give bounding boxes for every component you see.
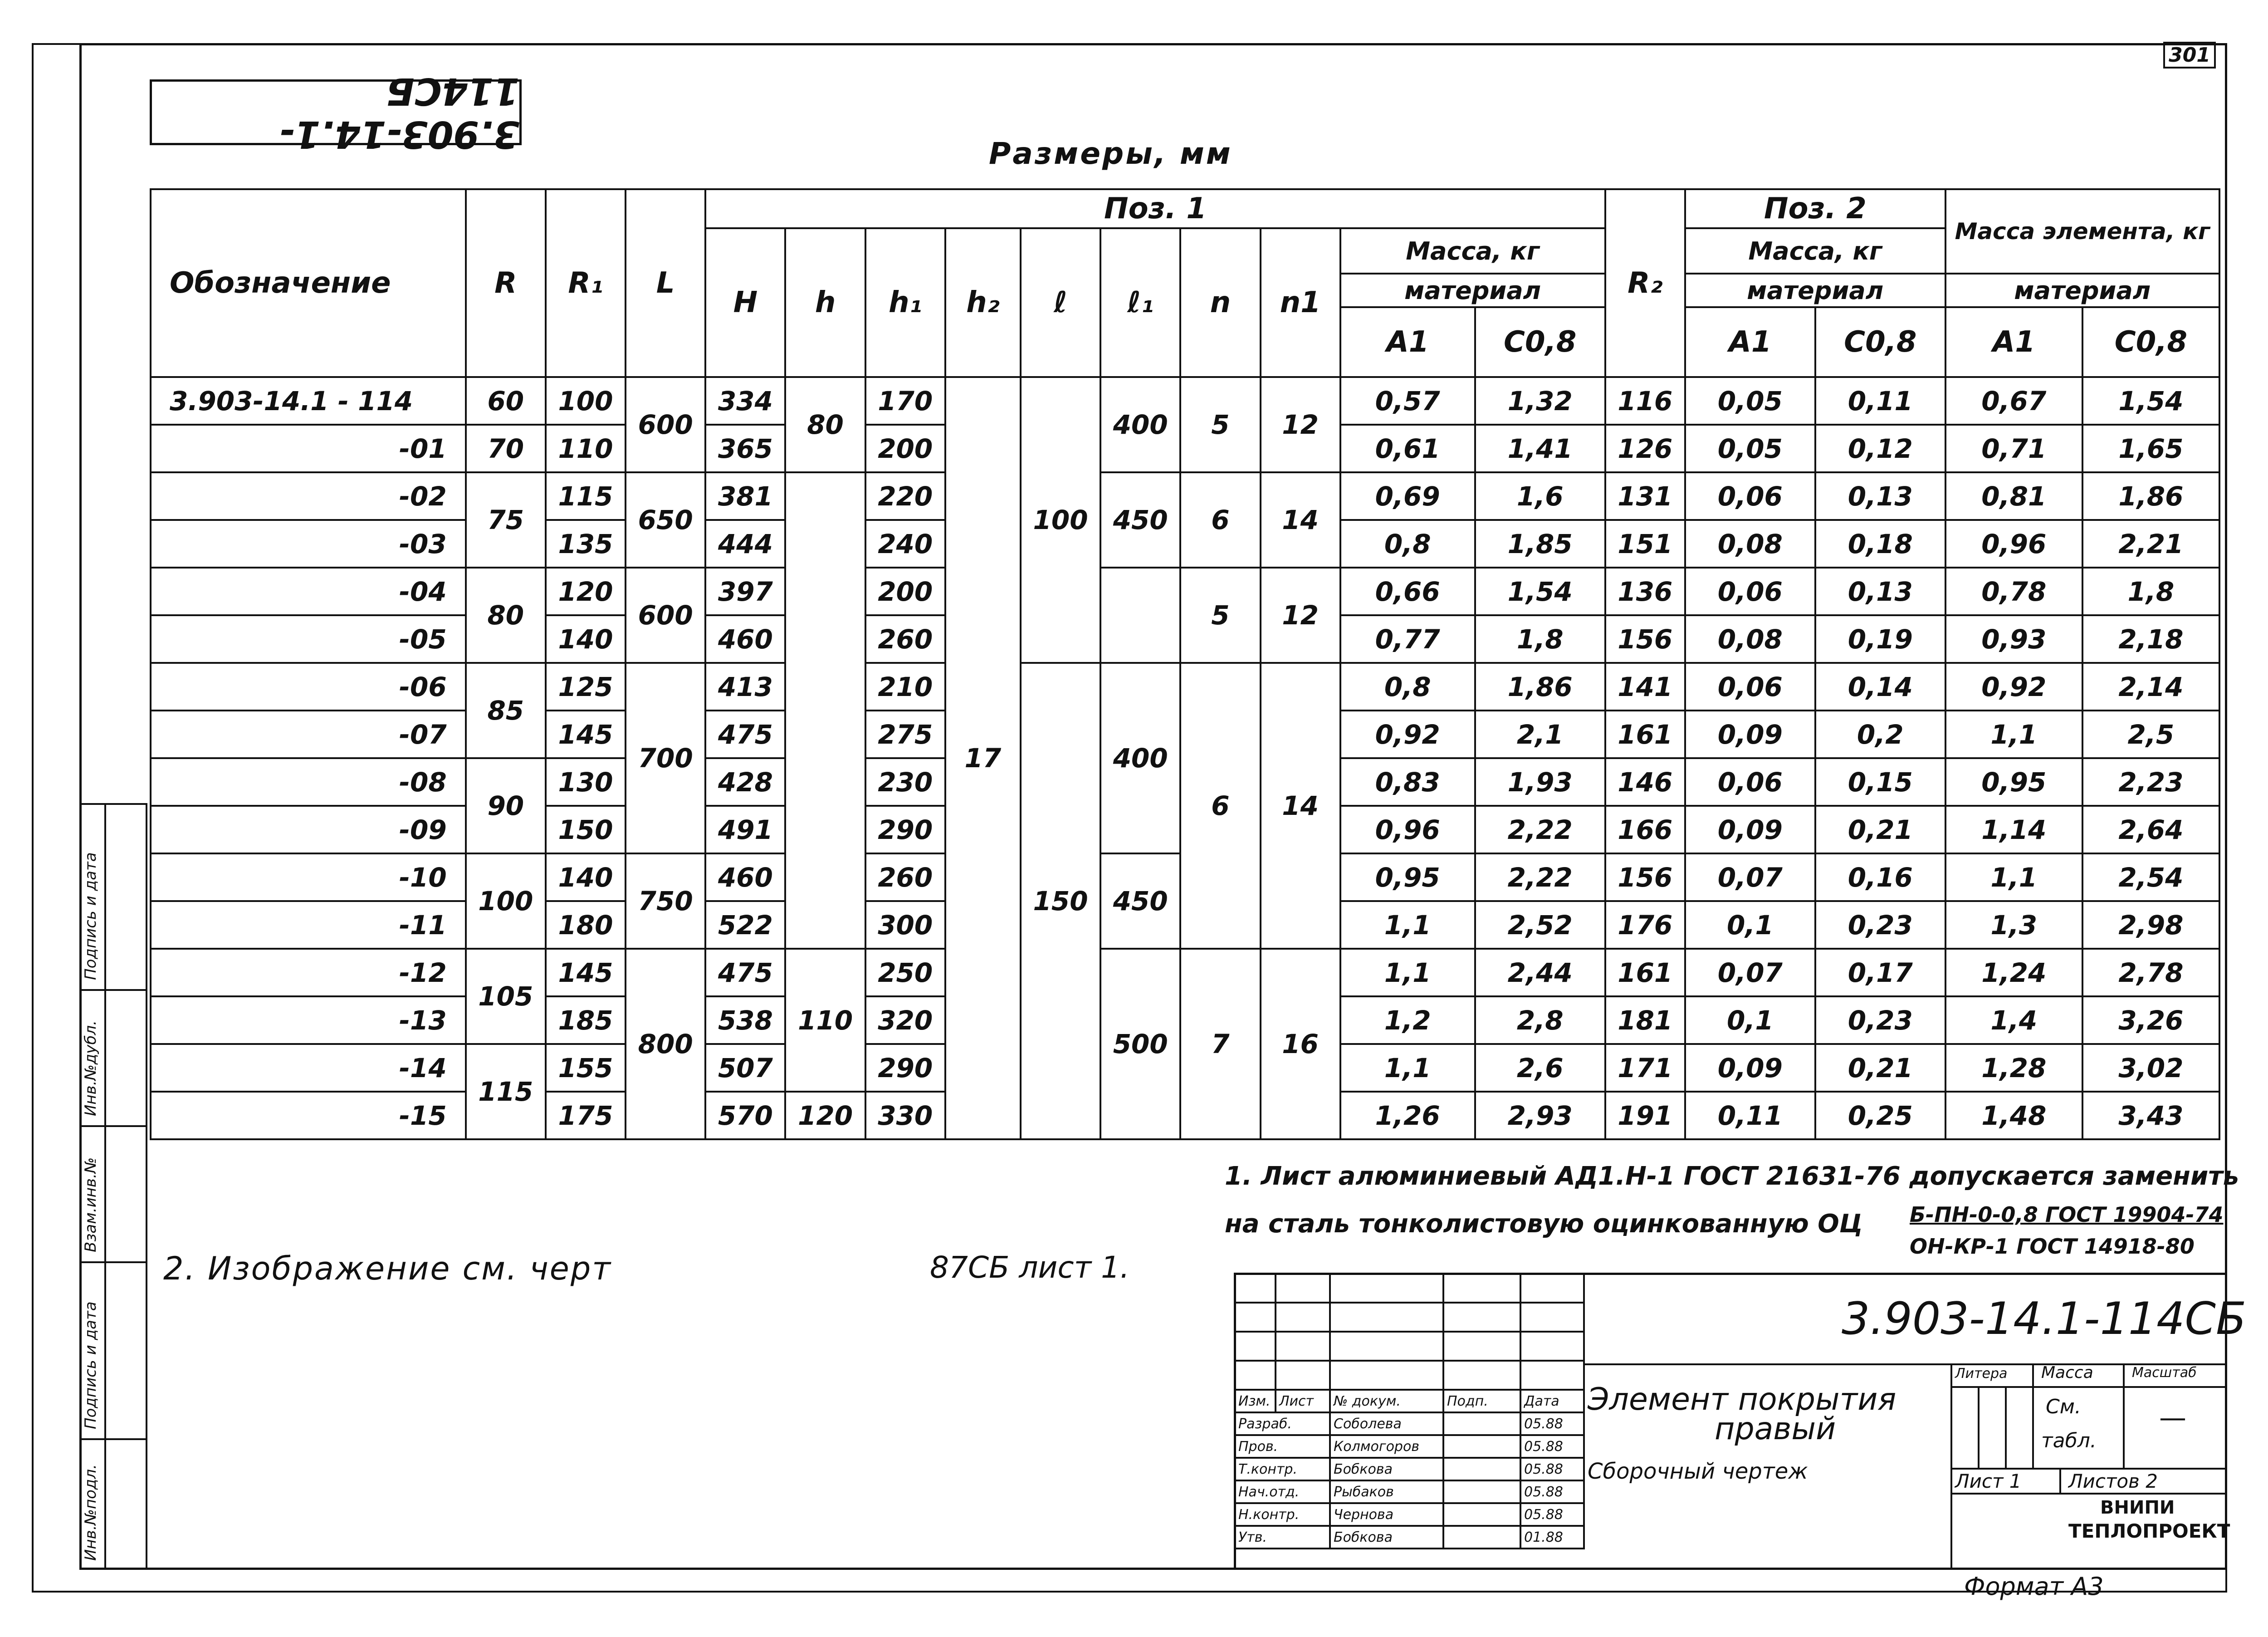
side-label-inv-podl: Инв.№подл. xyxy=(82,1464,100,1561)
org-line-1: ВНИПИ xyxy=(2100,1497,2175,1518)
table-row: -12 105 145 800 475 110 250 500 7 16 1,1 2,44 161 0,07 0,17 1,24 2,78 xyxy=(151,949,2219,996)
col-l: ℓ xyxy=(1021,228,1100,377)
table-row: -08 90 130 428 230 0,83 1,93 146 0,06 0,15 0,95 2,23 xyxy=(151,758,2219,806)
table-row: -13 185 538 320 1,2 2,8 181 0,1 0,23 1,4 3,26 xyxy=(151,996,2219,1044)
col-C08: С0,8 xyxy=(1475,307,1605,377)
format-label: Формат А3 xyxy=(1964,1572,2104,1601)
note-1-fraction-top: Б-ПН-0-0,8 ГОСТ 19904-74 xyxy=(1910,1202,2224,1227)
table-row: -14 115 155 507 290 1,1 2,6 171 0,09 0,21 1,28 3,02 xyxy=(151,1044,2219,1092)
scale-label: Масштаб xyxy=(2132,1365,2197,1381)
col-n: n xyxy=(1180,228,1260,377)
role-row: Пров. Колмогоров 05.88 xyxy=(1235,1435,1584,1458)
col-h1: h₁ xyxy=(865,228,945,377)
side-label-inv-dubl: Инв.№дубл. xyxy=(82,1020,100,1116)
sizes-table xyxy=(150,188,2220,1140)
table-row: -09 150 491 290 0,96 2,22 166 0,09 0,21 1,14 2,64 xyxy=(151,806,2219,853)
col-mass2-kg: Масса, кг xyxy=(1685,228,1945,274)
col-material: материал xyxy=(1340,274,1605,307)
org-line-2: ТЕПЛОПРОЕКТ xyxy=(2068,1520,2230,1542)
title-block-signatures: Изм. Лист № докум. Подп. Дата Разраб. Соболева 05.88 Пров. Колмогоров 05.88 Т.контр. Бобкова 05.88 Нач.отд. Рыбаков 05.88 Н.контр. Чернова 05.88 Утв. Бобкова 01.88 xyxy=(1234,1273,1585,1549)
side-label-sign-date-2: Подпись и дата xyxy=(82,852,100,980)
col-mass-kg: Масса, кг xyxy=(1340,228,1605,274)
flipped-code-box xyxy=(150,69,522,156)
col-designation: Обозначение xyxy=(151,189,466,377)
col-H: H xyxy=(705,228,785,377)
title-line-1: Элемент покрытия xyxy=(1588,1382,1897,1417)
col-C08c: С0,8 xyxy=(2082,307,2219,377)
col-element-mass: Масса элемента, кг xyxy=(1945,189,2219,274)
title-line-2: правый xyxy=(1715,1411,1836,1447)
note-1-line-2: на сталь тонколистовую оцинкованную ОЦ xyxy=(1225,1209,1863,1239)
sizes-header: Размеры, мм xyxy=(989,136,1232,171)
table-row: -04 80 120 600 397 200 5 12 0,66 1,54 136 0,06 0,13 0,78 1,8 xyxy=(151,568,2219,615)
table-row: -06 85 125 700 413 210 150 400 6 14 0,8 1,86 141 0,06 0,14 0,92 2,14 xyxy=(151,663,2219,711)
page-number: 301 xyxy=(2163,42,2216,69)
sheet-number: Лист 1 xyxy=(1955,1470,2022,1492)
col-poz2: Поз. 2 xyxy=(1685,189,1945,228)
col-material3: материал xyxy=(1945,274,2219,307)
table-row: -07 145 475 275 0,92 2,1 161 0,09 0,2 1,1 2,5 xyxy=(151,711,2219,758)
note-1-line-1: 1. Лист алюминиевый АД1.Н-1 ГОСТ 21631-76 допускается заменить xyxy=(1225,1162,2239,1191)
note-1-fraction-bottom: ОН-КР-1 ГОСТ 14918-80 xyxy=(1910,1234,2195,1259)
role-row: Нач.отд. Рыбаков 05.88 xyxy=(1235,1480,1584,1503)
side-label-sign-date-1: Подпись и дата xyxy=(82,1301,100,1429)
role-row: Т.контр. Бобкова 05.88 xyxy=(1235,1458,1584,1480)
mass-value-1: См. xyxy=(2046,1395,2081,1418)
table-row: -11 180 522 300 1,1 2,52 176 0,1 0,23 1,3 2,98 xyxy=(151,901,2219,949)
col-l1: ℓ₁ xyxy=(1100,228,1180,377)
col-A1: А1 xyxy=(1340,307,1475,377)
scale-value: — xyxy=(2159,1402,2186,1434)
col-A1b: А1 xyxy=(1685,307,1815,377)
col-poz1: Поз. 1 xyxy=(705,189,1605,228)
col-A1c: А1 xyxy=(1945,307,2082,377)
table-row: -03 135 444 240 0,8 1,85 151 0,08 0,18 0,96 2,21 xyxy=(151,520,2219,568)
table-row: -01 70 110 365 200 0,61 1,41 126 0,05 0,12 0,71 1,65 xyxy=(151,425,2219,472)
col-R2: R₂ xyxy=(1605,189,1685,377)
title-subtitle: Сборочный чертеж xyxy=(1588,1459,1808,1484)
col-R: R xyxy=(466,189,546,377)
table-row: -15 175 570 120 330 1,26 2,93 191 0,11 0,25 1,48 3,43 xyxy=(151,1092,2219,1139)
note-2-right: 87СБ лист 1. xyxy=(930,1250,1130,1285)
litera-label: Литера xyxy=(1955,1366,2008,1382)
col-h2: h₂ xyxy=(945,228,1021,377)
side-label-vzam-inv: Взам.инв.№ xyxy=(82,1157,100,1252)
col-material2: материал xyxy=(1685,274,1945,307)
col-h: h xyxy=(785,228,865,377)
sheet-count: Листов 2 xyxy=(2068,1470,2158,1492)
col-R1: R₁ xyxy=(546,189,626,377)
title-block-code: 3.903-14.1-114СБ xyxy=(1842,1293,2247,1345)
role-row: Утв. Бобкова 01.88 xyxy=(1235,1526,1584,1549)
role-row: Н.контр. Чернова 05.88 xyxy=(1235,1503,1584,1526)
role-row: Разраб. Соболева 05.88 xyxy=(1235,1412,1584,1435)
col-n1: n1 xyxy=(1261,228,1340,377)
col-L: L xyxy=(626,189,705,377)
flipped-code: 3.903-14.1-114СБ xyxy=(279,69,519,156)
table-row: 3.903-14.1 - 114 60 100 600 334 80 170 17 100 400 5 12 0,57 1,32 116 0,05 0,11 0,67 1,54 xyxy=(151,377,2219,425)
col-C08b: С0,8 xyxy=(1815,307,1945,377)
table-row: -05 140 460 260 0,77 1,8 156 0,08 0,19 0,93 2,18 xyxy=(151,615,2219,663)
table-row: -10 100 140 750 460 260 450 0,95 2,22 156 0,07 0,16 1,1 2,54 xyxy=(151,853,2219,901)
mass-value-2: табл. xyxy=(2041,1429,2097,1452)
mass-label: Масса xyxy=(2041,1363,2093,1382)
table-row: -02 75 115 650 381 220 450 6 14 0,69 1,6 131 0,06 0,13 0,81 1,86 xyxy=(151,472,2219,520)
note-2-left: 2. Изображение см. черт xyxy=(163,1250,612,1287)
